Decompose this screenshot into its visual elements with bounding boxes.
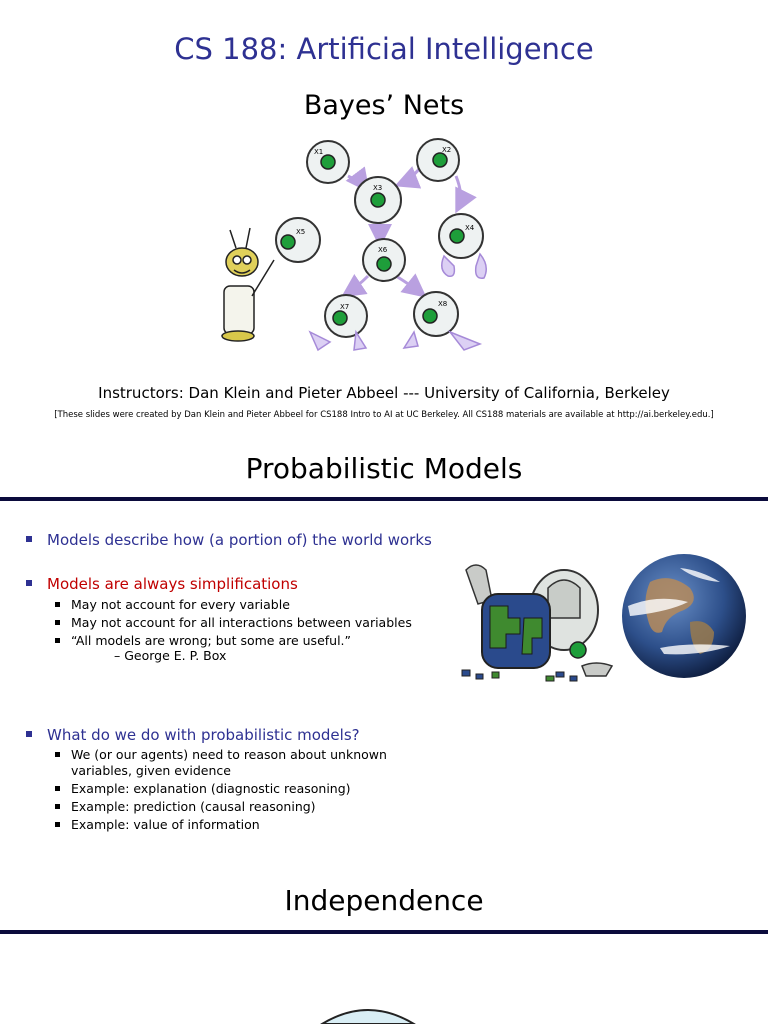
node-x4 [439, 214, 483, 258]
slide-title: Probabilistic Models [245, 452, 523, 485]
bullet-group-1 [26, 531, 446, 550]
slide-probabilistic-models [0, 440, 768, 862]
sub-bullet-text: May not account for every variable [71, 597, 290, 612]
bullet-square-icon [55, 786, 60, 791]
bullet-square-icon [26, 731, 32, 737]
title-divider [0, 930, 768, 934]
sub-bullet-item [26, 781, 446, 797]
title-divider [0, 497, 768, 501]
node-x8 [414, 292, 458, 336]
bullet-square-icon [55, 822, 60, 827]
sub-bullet-text: Example: value of information [71, 817, 260, 832]
sub-bullet-item [26, 615, 446, 631]
node-x1 [307, 141, 349, 183]
node-x7 [325, 295, 367, 337]
node-label: X1 [314, 148, 324, 156]
sub-bullet-item [26, 799, 446, 815]
slide-title: Independence [284, 884, 484, 917]
course-title: CS 188: Artificial Intelligence [174, 32, 594, 66]
robot-globe-puzzle-icon [452, 558, 620, 686]
node-label: X5 [296, 228, 306, 236]
deck-title: Bayes’ Nets [303, 90, 465, 121]
sub-bullet-text: Example: explanation (diagnostic reasoning) [71, 781, 351, 796]
node-x2 [417, 139, 459, 181]
sub-bullet-item [26, 597, 446, 613]
node-label: X4 [465, 224, 475, 232]
slide-bayes-nets-title [0, 0, 768, 440]
node-x6 [363, 239, 405, 281]
sub-bullet-text: May not account for all interactions between variables [71, 615, 412, 630]
bullet-square-icon [26, 536, 32, 542]
earth-photo [620, 552, 748, 680]
instructors-line: Instructors: Dan Klein and Pieter Abbeel --- University of California, Berkeley [98, 384, 670, 402]
sub-bullet-item [26, 747, 401, 779]
bullet-square-icon [55, 638, 60, 643]
node-x5 [276, 218, 320, 262]
bullet-square-icon [55, 602, 60, 607]
bullet-item [26, 575, 446, 594]
bullet-square-icon [26, 580, 32, 586]
sub-bullet-text: We (or our agents) need to reason about unknown variables, given evidence [71, 747, 387, 778]
bullet-square-icon [55, 804, 60, 809]
node-label: X8 [438, 300, 448, 308]
sub-bullet-item [26, 817, 446, 833]
node-label: X3 [373, 184, 383, 192]
bullet-square-icon [55, 620, 60, 625]
bayes-net-robots-illustration [218, 136, 508, 356]
robot-head-icon [318, 1006, 418, 1024]
bullet-group-2 [26, 575, 446, 663]
robot-figure [222, 228, 274, 341]
bullet-square-icon [55, 752, 60, 757]
node-label: X6 [378, 246, 388, 254]
sub-bullet-item [26, 633, 446, 649]
sub-bullet-text: Example: prediction (causal reasoning) [71, 799, 316, 814]
quote-attribution: – George E. P. Box [114, 648, 227, 663]
bullet-text: Models describe how (a portion of) the world works [47, 531, 432, 549]
node-label: X2 [442, 146, 452, 154]
credits-note: [These slides were created by Dan Klein and Pieter Abbeel for CS188 Intro to AI at UC Berkeley. All CS188 materials are available at http://ai.berkeley.edu.] [54, 410, 714, 420]
sub-bullet-text: “All models are wrong; but some are useful.” [71, 633, 351, 648]
node-x3 [355, 177, 401, 223]
bullet-item [26, 531, 446, 550]
slide-independence [0, 862, 768, 1024]
bullet-text: What do we do with probabilistic models? [47, 726, 360, 744]
bullet-text: Models are always simplifications [47, 575, 298, 593]
bullet-group-3 [26, 726, 446, 833]
bullet-item [26, 726, 446, 745]
node-label: X7 [340, 303, 350, 311]
